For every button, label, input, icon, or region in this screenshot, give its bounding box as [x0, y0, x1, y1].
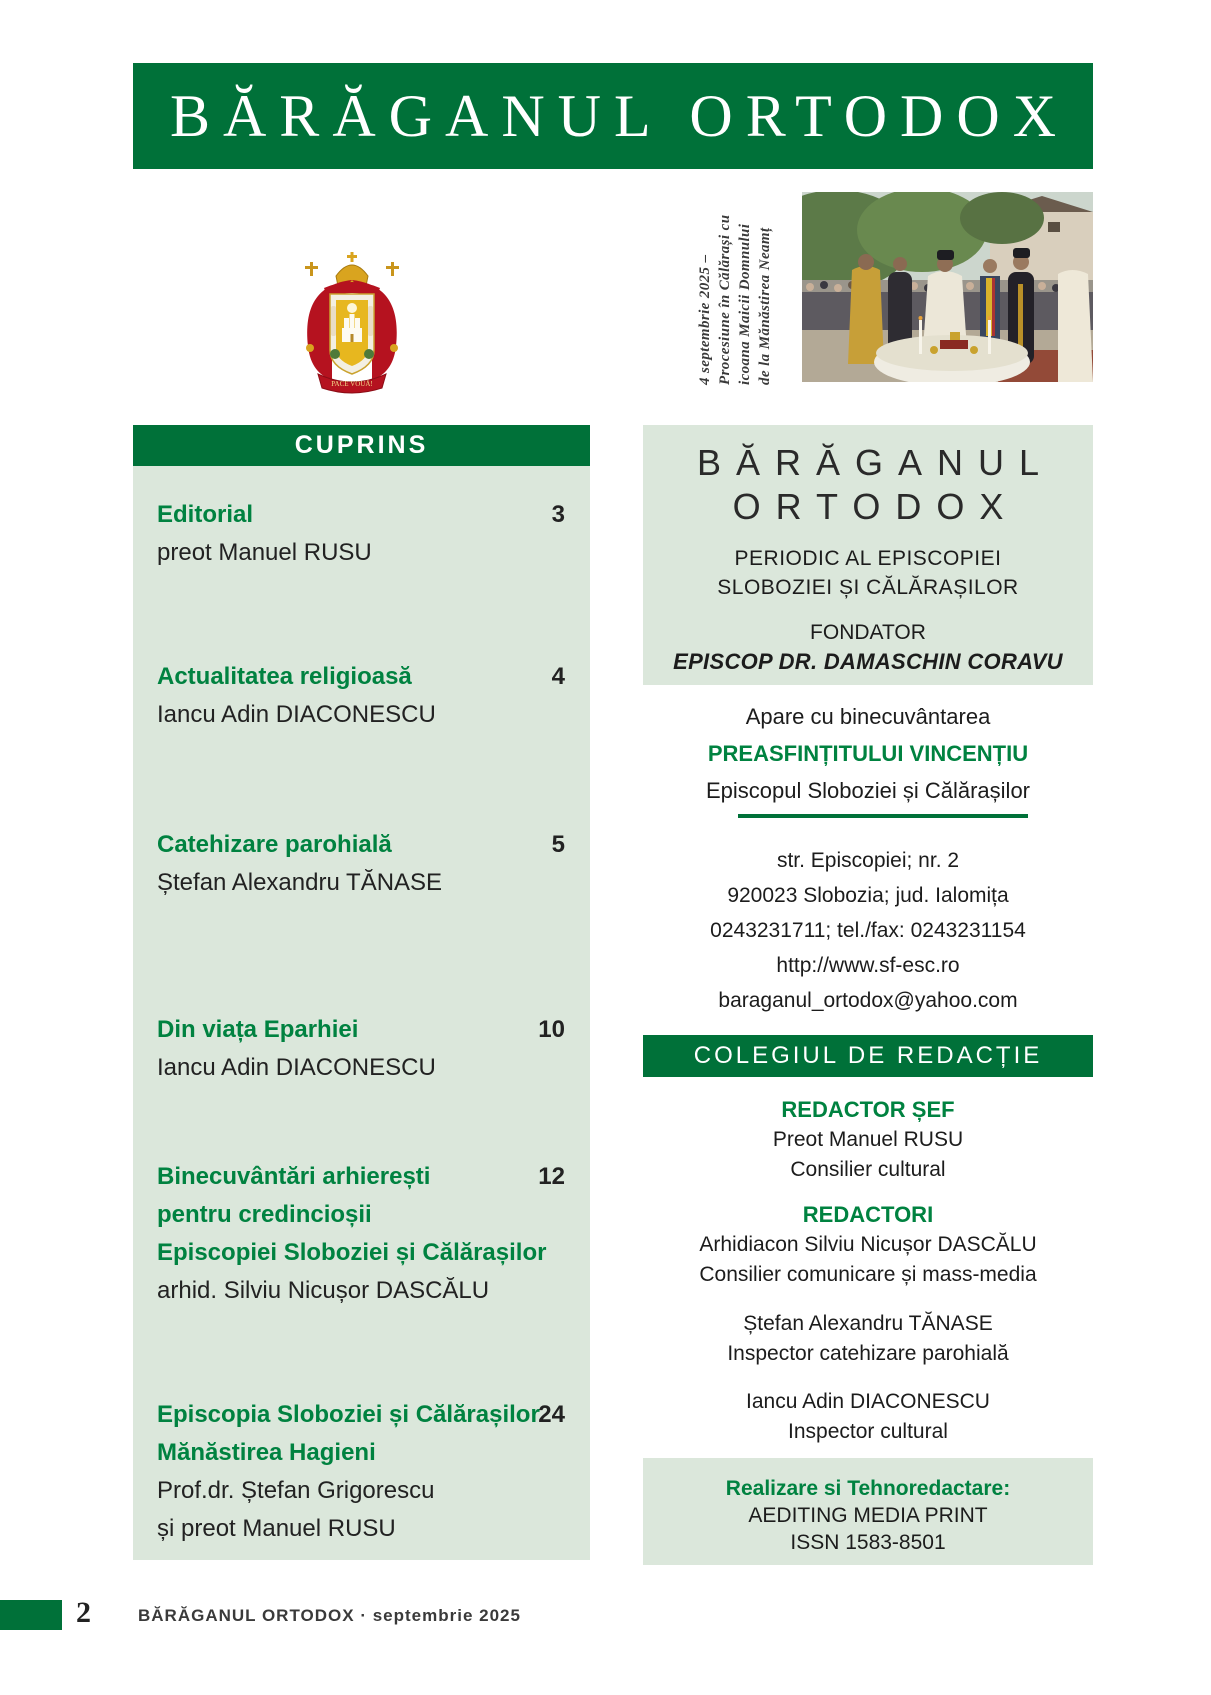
production-label: Realizare si Tehnoredactare: — [725, 1477, 1011, 1500]
toc-entry-title: Binecuvântări arhierești — [157, 1163, 431, 1190]
masthead-banner — [133, 63, 1093, 169]
toc-entry-author: preot Manuel RUSU — [157, 539, 372, 566]
editorial-board-header: COLEGIUL DE REDACȚIE — [643, 1035, 1093, 1077]
toc-entry — [157, 658, 565, 734]
board-group — [643, 1095, 1093, 1185]
toc-entry-title: Catehizare parohială — [157, 831, 392, 858]
address-block — [643, 843, 1093, 1018]
toc-header: CUPRINS — [133, 425, 590, 466]
photo-caption-line: de la Mănăstirea Neamț — [757, 227, 773, 385]
board-group — [643, 1387, 1093, 1447]
toc-entry-title: pentru credincioșii — [157, 1201, 372, 1228]
toc-entry-author: arhid. Silviu Nicușor DASCĂLU — [157, 1277, 490, 1304]
address-line: 0243231711; tel./fax: 0243231154 — [710, 919, 1026, 942]
toc-entry-author: și preot Manuel RUSU — [157, 1515, 396, 1542]
photo-caption-line: Procesiune în Călărași cu — [717, 214, 733, 385]
publication-subtitle: PERIODIC AL EPISCOPIEI — [734, 547, 1002, 570]
toc-entry-title: Episcopiei Sloboziei și Călărașilor — [157, 1239, 547, 1266]
footer-running-title: BĂRĂGANUL ORTODOX · septembrie 2025 — [138, 1606, 521, 1625]
board-member-title: Consilier cultural — [790, 1158, 946, 1181]
page-number: 2 — [76, 1596, 91, 1629]
publication-title-line: BĂRĂGANUL — [696, 442, 1055, 483]
email-address: baraganul_ortodox@yahoo.com — [718, 989, 1018, 1012]
board-role: REDACTORI — [802, 1202, 934, 1227]
toc-entry-page: 10 — [538, 1016, 565, 1043]
toc-entry-page: 12 — [538, 1163, 565, 1190]
website-url: http://www.sf-esc.ro — [776, 954, 960, 977]
toc-entry-title: Episcopia Sloboziei și Călărașilor — [157, 1401, 540, 1428]
divider-rule — [738, 814, 1028, 818]
production-box — [643, 1458, 1093, 1565]
church-icon — [342, 314, 362, 342]
toc-entry — [157, 826, 565, 902]
board-member: Preot Manuel RUSU — [772, 1128, 964, 1151]
publication-subtitle: SLOBOZIEI ȘI CĂLĂRAȘILOR — [717, 576, 1019, 599]
address-line: 920023 Slobozia; jud. Ialomița — [727, 884, 1009, 907]
toc-body — [133, 466, 590, 1560]
board-member-title: Inspector cultural — [788, 1420, 948, 1443]
board-role: REDACTOR ȘEF — [781, 1097, 955, 1122]
photo-caption — [697, 214, 799, 385]
toc-entry-title: Din viața Eparhiei — [157, 1016, 359, 1043]
toc-entry-author: Iancu Adin DIACONESCU — [157, 1054, 436, 1081]
procession-photo — [802, 192, 1093, 382]
emblem-motto: PACE VOUĂ! — [331, 380, 373, 388]
toc-entry-page: 3 — [551, 501, 565, 528]
board-group — [643, 1200, 1093, 1290]
issn-number: ISSN 1583-8501 — [790, 1531, 946, 1554]
table-of-contents — [133, 425, 590, 1560]
toc-entry-page: 24 — [538, 1401, 565, 1428]
blessing-line: Apare cu binecuvântarea — [745, 704, 991, 729]
toc-entry — [157, 1158, 565, 1310]
toc-entry-title: Editorial — [157, 501, 254, 528]
board-member-title: Consilier comunicare și mass-media — [699, 1263, 1037, 1286]
bishop-name: PREASFINȚITULUI VINCENȚIU — [707, 741, 1029, 766]
founder-name: EPISCOP DR. DAMASCHIN CORAVU — [673, 649, 1063, 674]
masthead-banner-title: BĂRĂGANUL ORTODOX — [169, 82, 1070, 149]
toc-entry-author: Iancu Adin DIACONESCU — [157, 701, 436, 728]
board-member: Ștefan Alexandru TĂNASE — [743, 1312, 993, 1335]
board-member: Arhidiacon Silviu Nicușor DASCĂLU — [699, 1233, 1037, 1256]
toc-entry-author: Ștefan Alexandru TĂNASE — [157, 869, 443, 896]
publication-info-box — [643, 425, 1093, 685]
publication-title-line: ORTODOX — [732, 486, 1019, 527]
photo-caption-line: icoana Maicii Domnului — [737, 223, 753, 385]
episcopal-coat-of-arms — [290, 248, 414, 396]
blessing-block — [643, 698, 1093, 809]
toc-entry — [157, 1011, 565, 1087]
masthead-column — [643, 425, 1093, 1565]
blessing-line: Episcopul Sloboziei și Călărașilor — [705, 778, 1031, 803]
toc-entry-page: 5 — [551, 831, 565, 858]
toc-entry-title: Mănăstirea Hagieni — [157, 1439, 376, 1466]
toc-entry-title: Actualitatea religioasă — [157, 663, 412, 690]
board-group — [643, 1309, 1093, 1369]
footer-green-marker — [0, 1600, 62, 1630]
toc-entry — [157, 496, 565, 572]
toc-entry-author: Prof.dr. Ștefan Grigorescu — [157, 1477, 435, 1504]
toc-entry — [157, 1396, 565, 1548]
founder-label: FONDATOR — [810, 621, 926, 644]
photo-caption-line: 4 septembrie 2025 – — [697, 254, 713, 385]
toc-entry-page: 4 — [551, 663, 565, 690]
board-member: Iancu Adin DIACONESCU — [746, 1390, 990, 1413]
production-company: AEDITING MEDIA PRINT — [748, 1504, 988, 1527]
address-line: str. Episcopiei; nr. 2 — [776, 849, 960, 872]
board-member-title: Inspector catehizare parohială — [727, 1342, 1009, 1365]
